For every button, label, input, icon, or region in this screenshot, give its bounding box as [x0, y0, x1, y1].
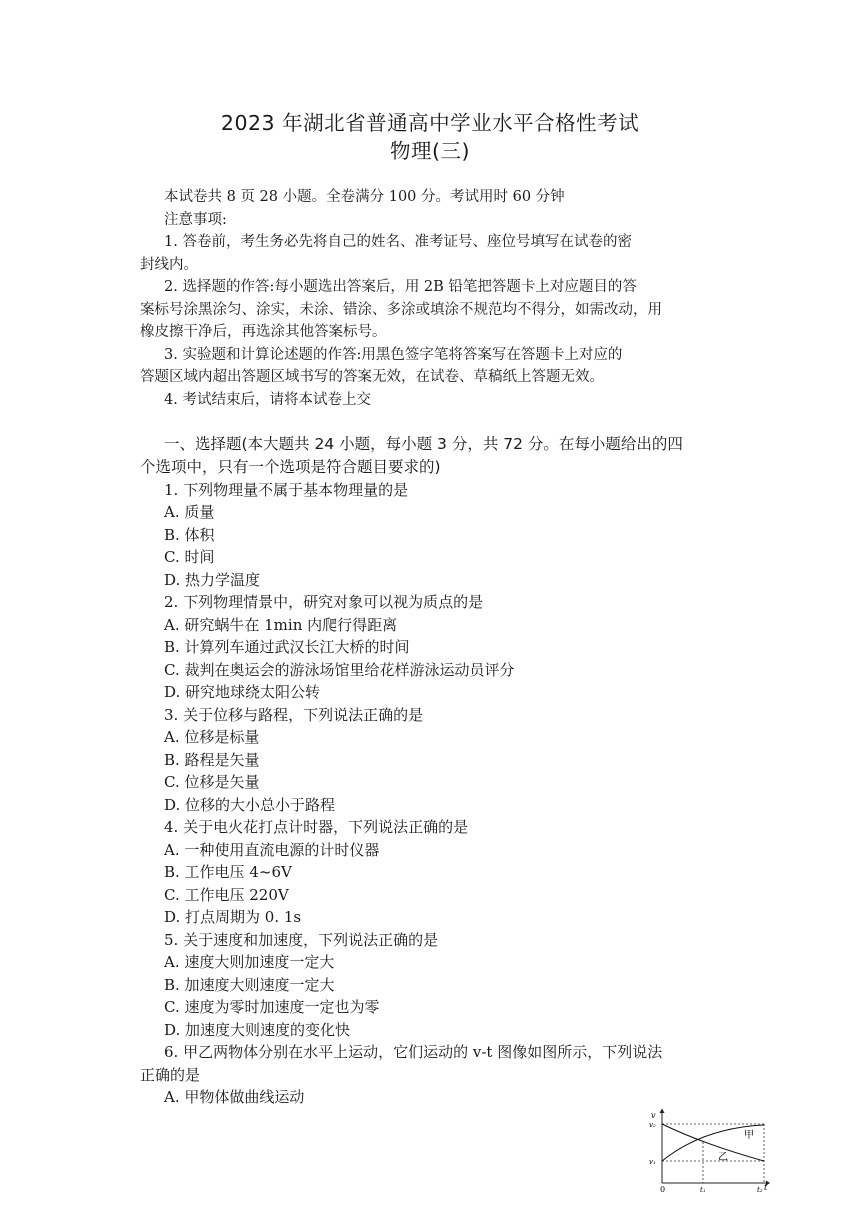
- option-2d: D. 研究地球绕太阳公转: [164, 683, 321, 701]
- notice-2-cont2: 橡皮擦干净后，再选涂其他答案标号。: [140, 324, 387, 340]
- notice-4: 4. 考试结束后，请将本试卷上交: [164, 392, 371, 408]
- option-1c: C. 时间: [164, 548, 215, 566]
- option-4b: B. 工作电压 4~6V: [164, 863, 292, 881]
- question-4: 4. 关于电火花打点计时器，下列说法正确的是: [164, 818, 469, 836]
- option-1b: B. 体积: [164, 526, 215, 544]
- option-5d: D. 加速度大则速度的变化快: [164, 1021, 351, 1039]
- graph-label-t: t: [764, 1183, 768, 1192]
- question-6-cont: 正确的是: [140, 1066, 201, 1084]
- graph-y-arrow: [660, 1109, 665, 1114]
- option-6a: A. 甲物体做曲线运动: [164, 1088, 305, 1106]
- option-1a: A. 质量: [164, 503, 215, 521]
- graph-label-yi: 乙: [718, 1152, 728, 1163]
- notice-2: 2. 选择题的作答:每小题选出答案后，用 2B 铅笔把答题卡上对应题目的答: [164, 279, 637, 295]
- option-2c: C. 裁判在奥运会的游泳场馆里给花样游泳运动员评分: [164, 661, 515, 679]
- option-3a: A. 位移是标量: [164, 728, 260, 746]
- notice-3-cont: 答题区域内超出答题区域书写的答案无效，在试卷、草稿纸上答题无效。: [140, 369, 604, 385]
- graph-label-t2: t₂: [757, 1186, 763, 1193]
- question-2: 2. 下列物理情景中，研究对象可以视为质点的是: [164, 593, 484, 611]
- graph-label-origin: 0: [660, 1185, 666, 1193]
- exam-subtitle: 物理(三): [390, 139, 470, 163]
- option-4a: A. 一种使用直流电源的计时仪器: [164, 841, 380, 859]
- option-2b: B. 计算列车通过武汉长江大桥的时间: [164, 638, 410, 656]
- vt-graph-figure: [648, 1108, 770, 1193]
- option-3b: B. 路程是矢量: [164, 751, 260, 769]
- question-3: 3. 关于位移与路程，下列说法正确的是: [164, 706, 424, 724]
- notice-3: 3. 实验题和计算论述题的作答:用黑色签字笔将答案写在答题卡上对应的: [164, 347, 623, 363]
- graph-label-v1: v₁: [649, 1158, 656, 1166]
- notice-1: 1. 答卷前，考生务必先将自己的姓名、准考证号、座位号填写在试卷的密: [164, 234, 632, 250]
- notice-heading: 注意事项:: [164, 212, 227, 228]
- graph-label-jia: 甲: [744, 1130, 754, 1141]
- graph-label-t1: t₁: [700, 1186, 706, 1193]
- question-5: 5. 关于速度和加速度，下列说法正确的是: [164, 931, 439, 949]
- notice-2-cont: 案标号涂黑涂匀、涂实，未涂、错涂、多涂或填涂不规范均不得分，如需改动，用: [140, 302, 662, 318]
- option-3d: D. 位移的大小总小于路程: [164, 796, 336, 814]
- exam-title: 2023 年湖北省普通高中学业水平合格性考试: [220, 111, 640, 135]
- option-4d: D. 打点周期为 0. 1s: [164, 908, 302, 926]
- option-5b: B. 加速度大则速度一定大: [164, 976, 335, 994]
- section-heading: 一、选择题(本大题共 24 小题，每小题 3 分，共 72 分。在每小题给出的四: [164, 435, 683, 453]
- notice-1-cont: 封线内。: [140, 257, 198, 273]
- graph-label-v: v: [651, 1111, 656, 1120]
- option-1d: D. 热力学温度: [164, 571, 261, 589]
- question-1: 1. 下列物理量不属于基本物理量的是: [164, 481, 409, 499]
- option-5a: A. 速度大则加速度一定大: [164, 953, 335, 971]
- option-5c: C. 速度为零时加速度一定也为零: [164, 998, 380, 1016]
- option-2a: A. 研究蜗牛在 1min 内爬行得距离: [164, 616, 398, 634]
- question-6: 6. 甲乙两物体分别在水平上运动，它们运动的 v-t 图像如图所示，下列说法: [164, 1043, 663, 1061]
- option-3c: C. 位移是矢量: [164, 773, 260, 791]
- section-heading-cont: 个选项中，只有一个选项是符合题目要求的): [140, 458, 441, 476]
- exam-info: 本试卷共 8 页 28 小题。全卷满分 100 分。考试用时 60 分钟: [164, 189, 565, 205]
- option-4c: C. 工作电压 220V: [164, 886, 289, 904]
- graph-label-v2: v₂: [649, 1121, 656, 1129]
